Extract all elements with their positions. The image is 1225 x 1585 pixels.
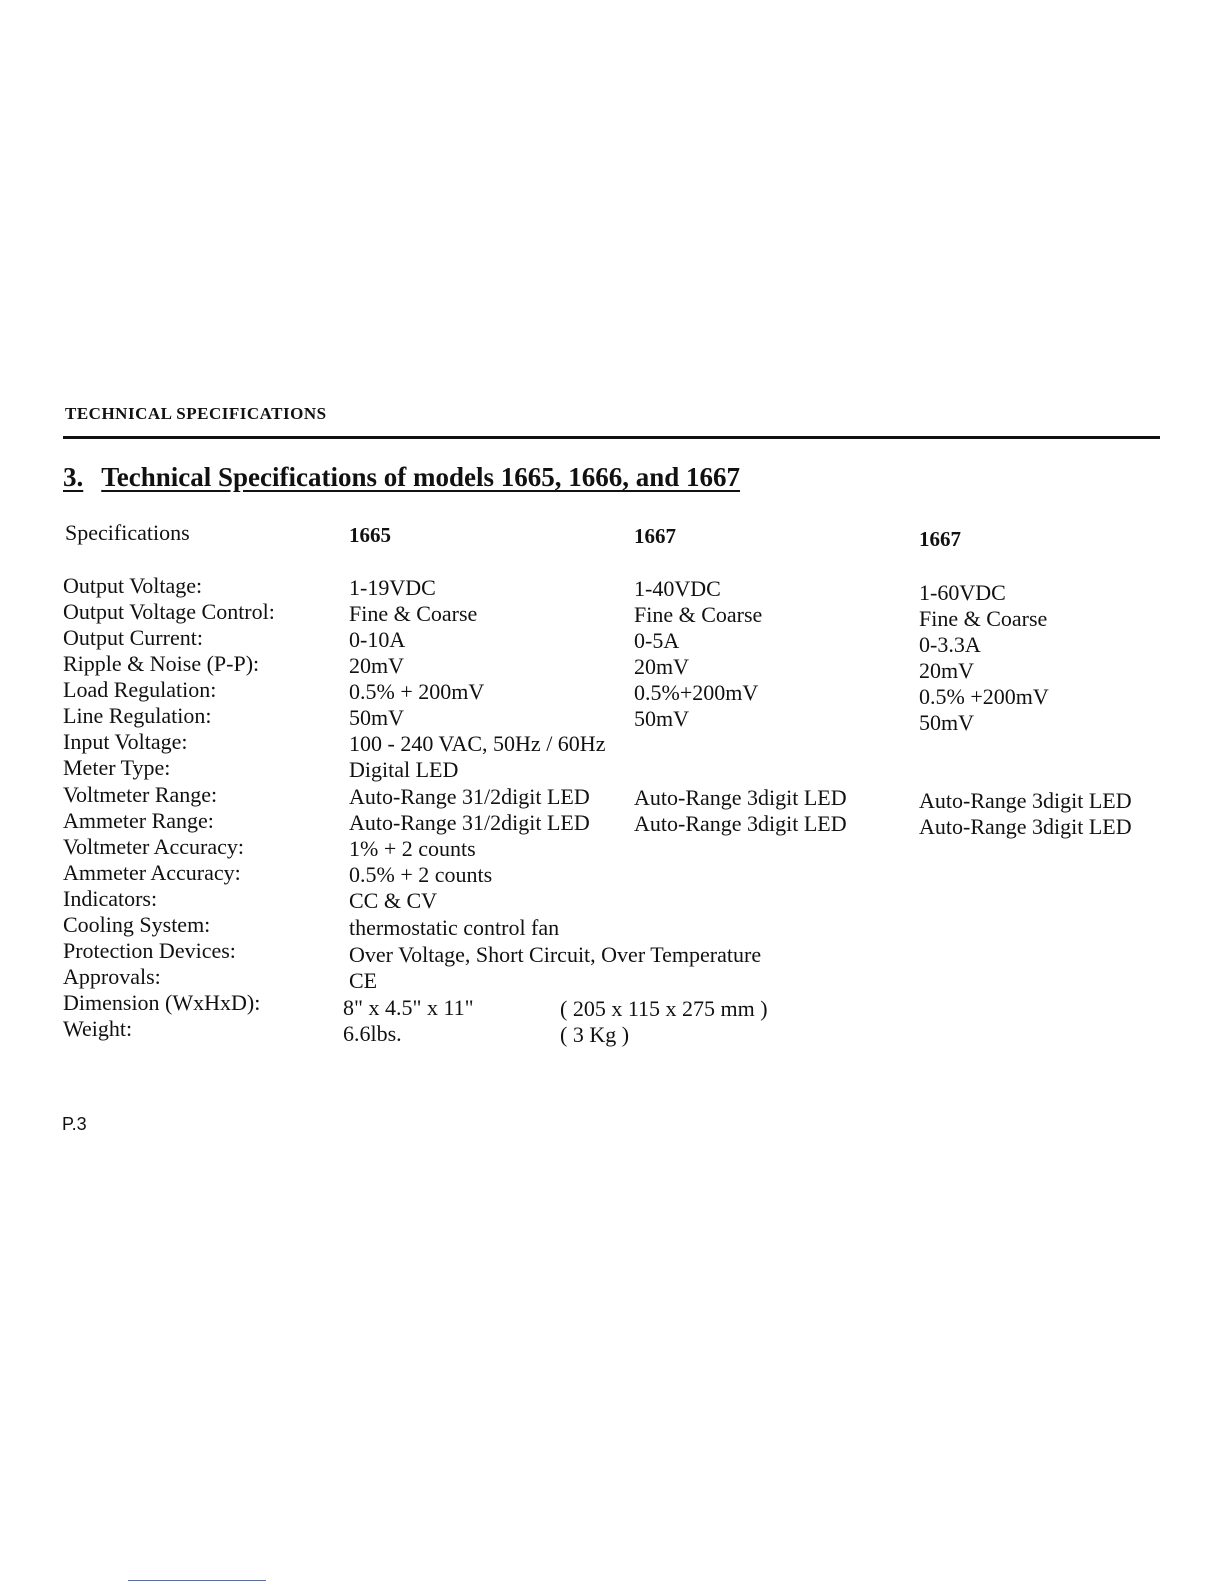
value-model-b: Auto-Range 3digit LED <box>634 811 847 836</box>
value-model-a: Auto-Range 31/2digit LED <box>349 784 590 809</box>
value-model-c: Fine & Coarse <box>919 606 1048 631</box>
value-model-c: 0-3.3A <box>919 632 981 657</box>
col-header-specifications: Specifications <box>65 520 190 545</box>
value-model-a: 20mV <box>349 653 404 678</box>
value-model-b: Auto-Range 3digit LED <box>634 785 847 810</box>
row-label: Input Voltage: <box>63 729 188 754</box>
row-label: Cooling System: <box>63 912 211 937</box>
value-model-a: Digital LED <box>349 757 459 782</box>
value-model-a: 6.6lbs. <box>343 1021 402 1046</box>
value-model-c: 20mV <box>919 658 974 683</box>
row-label: Load Regulation: <box>63 677 217 702</box>
value-model-a: Auto-Range 31/2digit LED <box>349 810 590 835</box>
value-model-b: 0-5A <box>634 628 680 653</box>
value-model-a: 1-19VDC <box>349 575 436 600</box>
col-header-model-a: 1665 <box>349 523 391 547</box>
value-model-a: 50mV <box>349 705 404 730</box>
title-number: 3. <box>63 462 84 492</box>
value-model-a: thermostatic control fan <box>349 915 560 940</box>
value-model-c: 50mV <box>919 710 974 735</box>
value-model-b: ( 205 x 115 x 275 mm ) <box>560 996 768 1021</box>
value-model-a: Over Voltage, Short Circuit, Over Temperature <box>349 942 762 967</box>
value-model-a: 0.5% + 200mV <box>349 679 485 704</box>
row-label: Voltmeter Range: <box>63 782 218 807</box>
section-header: TECHNICAL SPECIFICATIONS <box>65 404 327 423</box>
row-label: Ammeter Accuracy: <box>63 860 241 885</box>
value-model-c: 0.5% +200mV <box>919 684 1049 709</box>
value-model-a: 0-10A <box>349 627 406 652</box>
row-label: Dimension (WxHxD): <box>63 990 261 1015</box>
value-model-a: 100 - 240 VAC, 50Hz / 60Hz <box>349 731 606 756</box>
page-title <box>63 462 740 493</box>
bottom-edge-mark <box>128 1580 266 1581</box>
value-model-a: CC & CV <box>349 888 438 913</box>
value-model-a: Fine & Coarse <box>349 601 478 626</box>
row-label: Output Current: <box>63 625 203 650</box>
row-label: Ripple & Noise (P-P): <box>63 651 260 676</box>
value-model-b: ( 3 Kg ) <box>560 1022 630 1047</box>
row-label: Weight: <box>63 1016 133 1041</box>
value-model-a: 8" x 4.5" x 11" <box>343 995 474 1020</box>
value-model-b: 50mV <box>634 706 689 731</box>
value-model-a: 0.5% + 2 counts <box>349 862 493 887</box>
value-model-b: 0.5%+200mV <box>634 680 759 705</box>
value-model-c: Auto-Range 3digit LED <box>919 814 1132 839</box>
title-text: Technical Specifications of models 1665, 1666, and 1667 <box>101 462 741 492</box>
value-model-a: CE <box>349 968 378 993</box>
row-label: Approvals: <box>63 964 161 989</box>
row-label: Line Regulation: <box>63 703 212 728</box>
row-label: Ammeter Range: <box>63 808 214 833</box>
value-model-b: 1-40VDC <box>634 576 721 601</box>
row-label: Output Voltage: <box>63 573 203 598</box>
value-model-b: Fine & Coarse <box>634 602 763 627</box>
col-header-model-b: 1667 <box>634 524 676 548</box>
row-label: Meter Type: <box>63 755 171 780</box>
row-label: Protection Devices: <box>63 938 236 963</box>
header-rule <box>63 436 1160 439</box>
value-model-a: 1% + 2 counts <box>349 836 476 861</box>
value-model-c: 1-60VDC <box>919 580 1006 605</box>
row-label: Indicators: <box>63 886 158 911</box>
value-model-b: 20mV <box>634 654 689 679</box>
row-label: Voltmeter Accuracy: <box>63 834 245 859</box>
row-label: Output Voltage Control: <box>63 599 275 624</box>
value-model-c: Auto-Range 3digit LED <box>919 788 1132 813</box>
page-number: P.3 <box>62 1114 87 1134</box>
col-header-model-c: 1667 <box>919 527 961 551</box>
